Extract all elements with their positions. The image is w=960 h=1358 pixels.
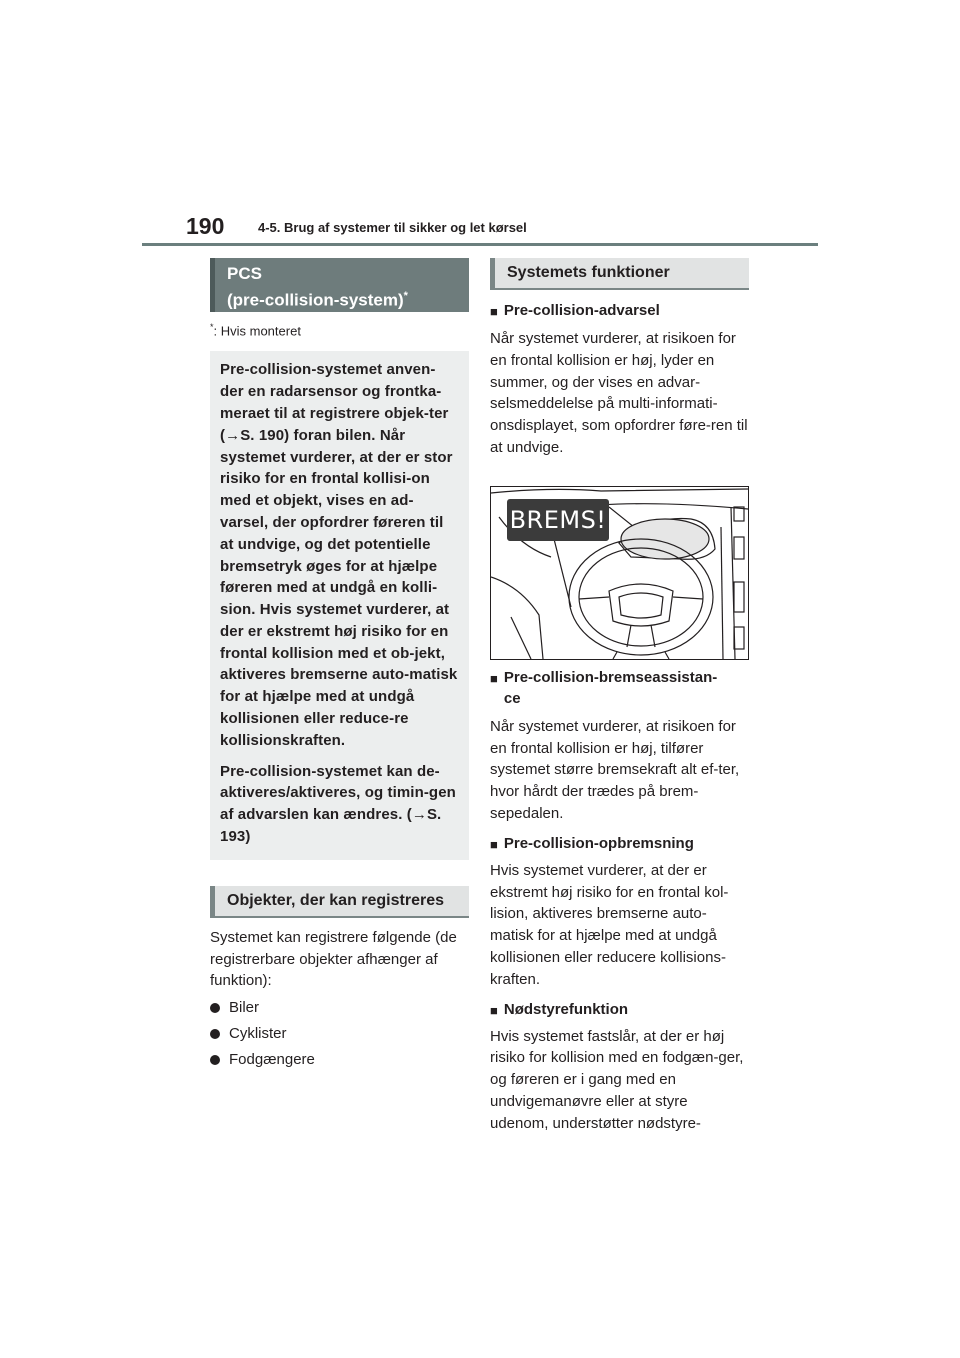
right-column <box>490 258 749 1135</box>
braking-text: Hvis systemet vurderer, at der er ekstremt høj risiko for en frontal kol-lision, aktiveres bremserne auto-matisk for at hjælpe med at undgå kollisionen eller reducere kollisions-kraften. <box>490 861 729 988</box>
round-bullet-icon <box>210 1055 220 1065</box>
footnote-text: : Hvis monteret <box>213 323 301 339</box>
list-item: Biler <box>210 997 469 1018</box>
steering-subheading: ■ Nødstyrefunktion <box>490 999 749 1021</box>
square-bullet-icon: ■ <box>490 670 498 686</box>
braking-subheading: ■ Pre-collision-opbremsning <box>490 833 749 855</box>
pcs-section-heading <box>210 258 469 312</box>
chapter-title: 4-5. Brug af systemer til sikker og let kørsel <box>258 220 527 235</box>
summary-box <box>210 351 469 860</box>
list-item: Fodgængere <box>210 1049 469 1070</box>
square-bullet-icon: ■ <box>490 304 498 319</box>
page-number: 190 <box>186 213 225 239</box>
brake-assist-text: Når systemet vurderer, at risikoen for en frontal kollision er høj, tilfører systemet større bremsekraft alt ef-ter, hvor hårdt der trædes på brem-sepedalen. <box>490 717 740 822</box>
left-column <box>210 258 469 1070</box>
pcs-heading-line2: (pre-collision-system) <box>227 290 404 310</box>
footnote <box>210 322 469 338</box>
square-bullet-icon: ■ <box>490 1002 498 1018</box>
brake-warning-label: BREMS! <box>507 499 609 541</box>
footnote-mark: * <box>210 322 214 332</box>
functions-heading: Systemets funktioner <box>490 258 749 290</box>
objects-list <box>210 997 469 1070</box>
pcs-heading-line1: PCS <box>227 264 262 283</box>
asterisk-mark: * <box>403 290 408 302</box>
round-bullet-icon <box>210 1029 220 1039</box>
steering-text: Hvis systemet fastslår, at der er høj risiko for kollision med en fodgæn-ger, og føreren er i gang med en undvigemanøvre eller at styre udenom, understøtter nødstyre- <box>490 1027 744 1132</box>
objects-heading: Objekter, der kan registreres <box>210 886 469 918</box>
summary-paragraph-2: Pre-collision-systemet kan de-aktiveres/aktiveres, og timin-gen af advarslen kan ændres. (→S. 193) <box>220 762 456 846</box>
warning-text: Når systemet vurderer, at risikoen for en frontal kollision er høj, lyder en summer, og der vises en advar-selsmeddelelse på multi-informati-onsdisplayet, som opfordrer føre-ren til at undvige. <box>490 330 748 456</box>
square-bullet-icon: ■ <box>490 836 498 852</box>
brake-assist-subheading: ■ Pre-collision-bremseassistan-ce <box>490 668 718 707</box>
objects-intro: Systemet kan registrere følgende (de registrerbare objekter afhænger af funktion): <box>210 928 457 990</box>
round-bullet-icon <box>210 1003 220 1013</box>
warning-subheading: ■ Pre-collision-advarsel <box>490 300 749 322</box>
steering-wheel-illustration <box>490 486 749 660</box>
list-item: Cyklister <box>210 1023 469 1044</box>
summary-paragraph-1: Pre-collision-systemet anven-der en radarsensor og frontka-meraet til at registrere objek-ter (→S. 190) foran bilen. Når systemet vurderer, at der er stor risiko for en frontal kollisi-on med et objekt, vises en ad-varsel, der opfordrer føreren til at undvige, og det potentielle bremsetryk øges for at hjælpe føreren med at undgå en kolli-sion. Hvis systemet vurderer, at der er ekstremt høj risiko for en frontal kollision med et ob-jekt, aktiveres bremserne auto-matisk for at hjælpe med at undgå kollisionen eller reduce-re kollisionskraften. <box>220 361 458 749</box>
header-divider <box>142 243 818 246</box>
